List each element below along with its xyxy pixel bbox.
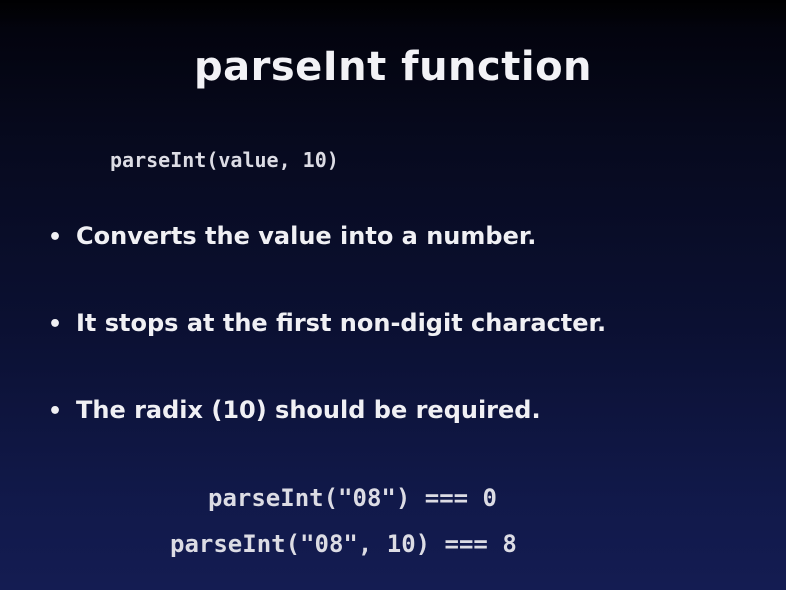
function-signature: parseInt(value, 10) (110, 148, 339, 172)
code-example: parseInt("08") === 0 (208, 484, 497, 512)
bullet-item (48, 396, 541, 424)
bullet-dot-icon: • (48, 225, 63, 250)
bullet-text: The radix (10) should be required. (76, 396, 541, 424)
top-shadow-band (0, 0, 786, 28)
bullet-text: It stops at the first non-digit character. (76, 309, 607, 337)
bullet-item (48, 309, 606, 337)
code-example: parseInt("08", 10) === 8 (170, 530, 517, 558)
bullet-text: Converts the value into a number. (76, 222, 537, 250)
slide-title: parseInt function (193, 44, 593, 90)
bullet-item (48, 222, 536, 250)
bullet-dot-icon: • (48, 399, 63, 424)
bullet-dot-icon: • (48, 312, 63, 337)
